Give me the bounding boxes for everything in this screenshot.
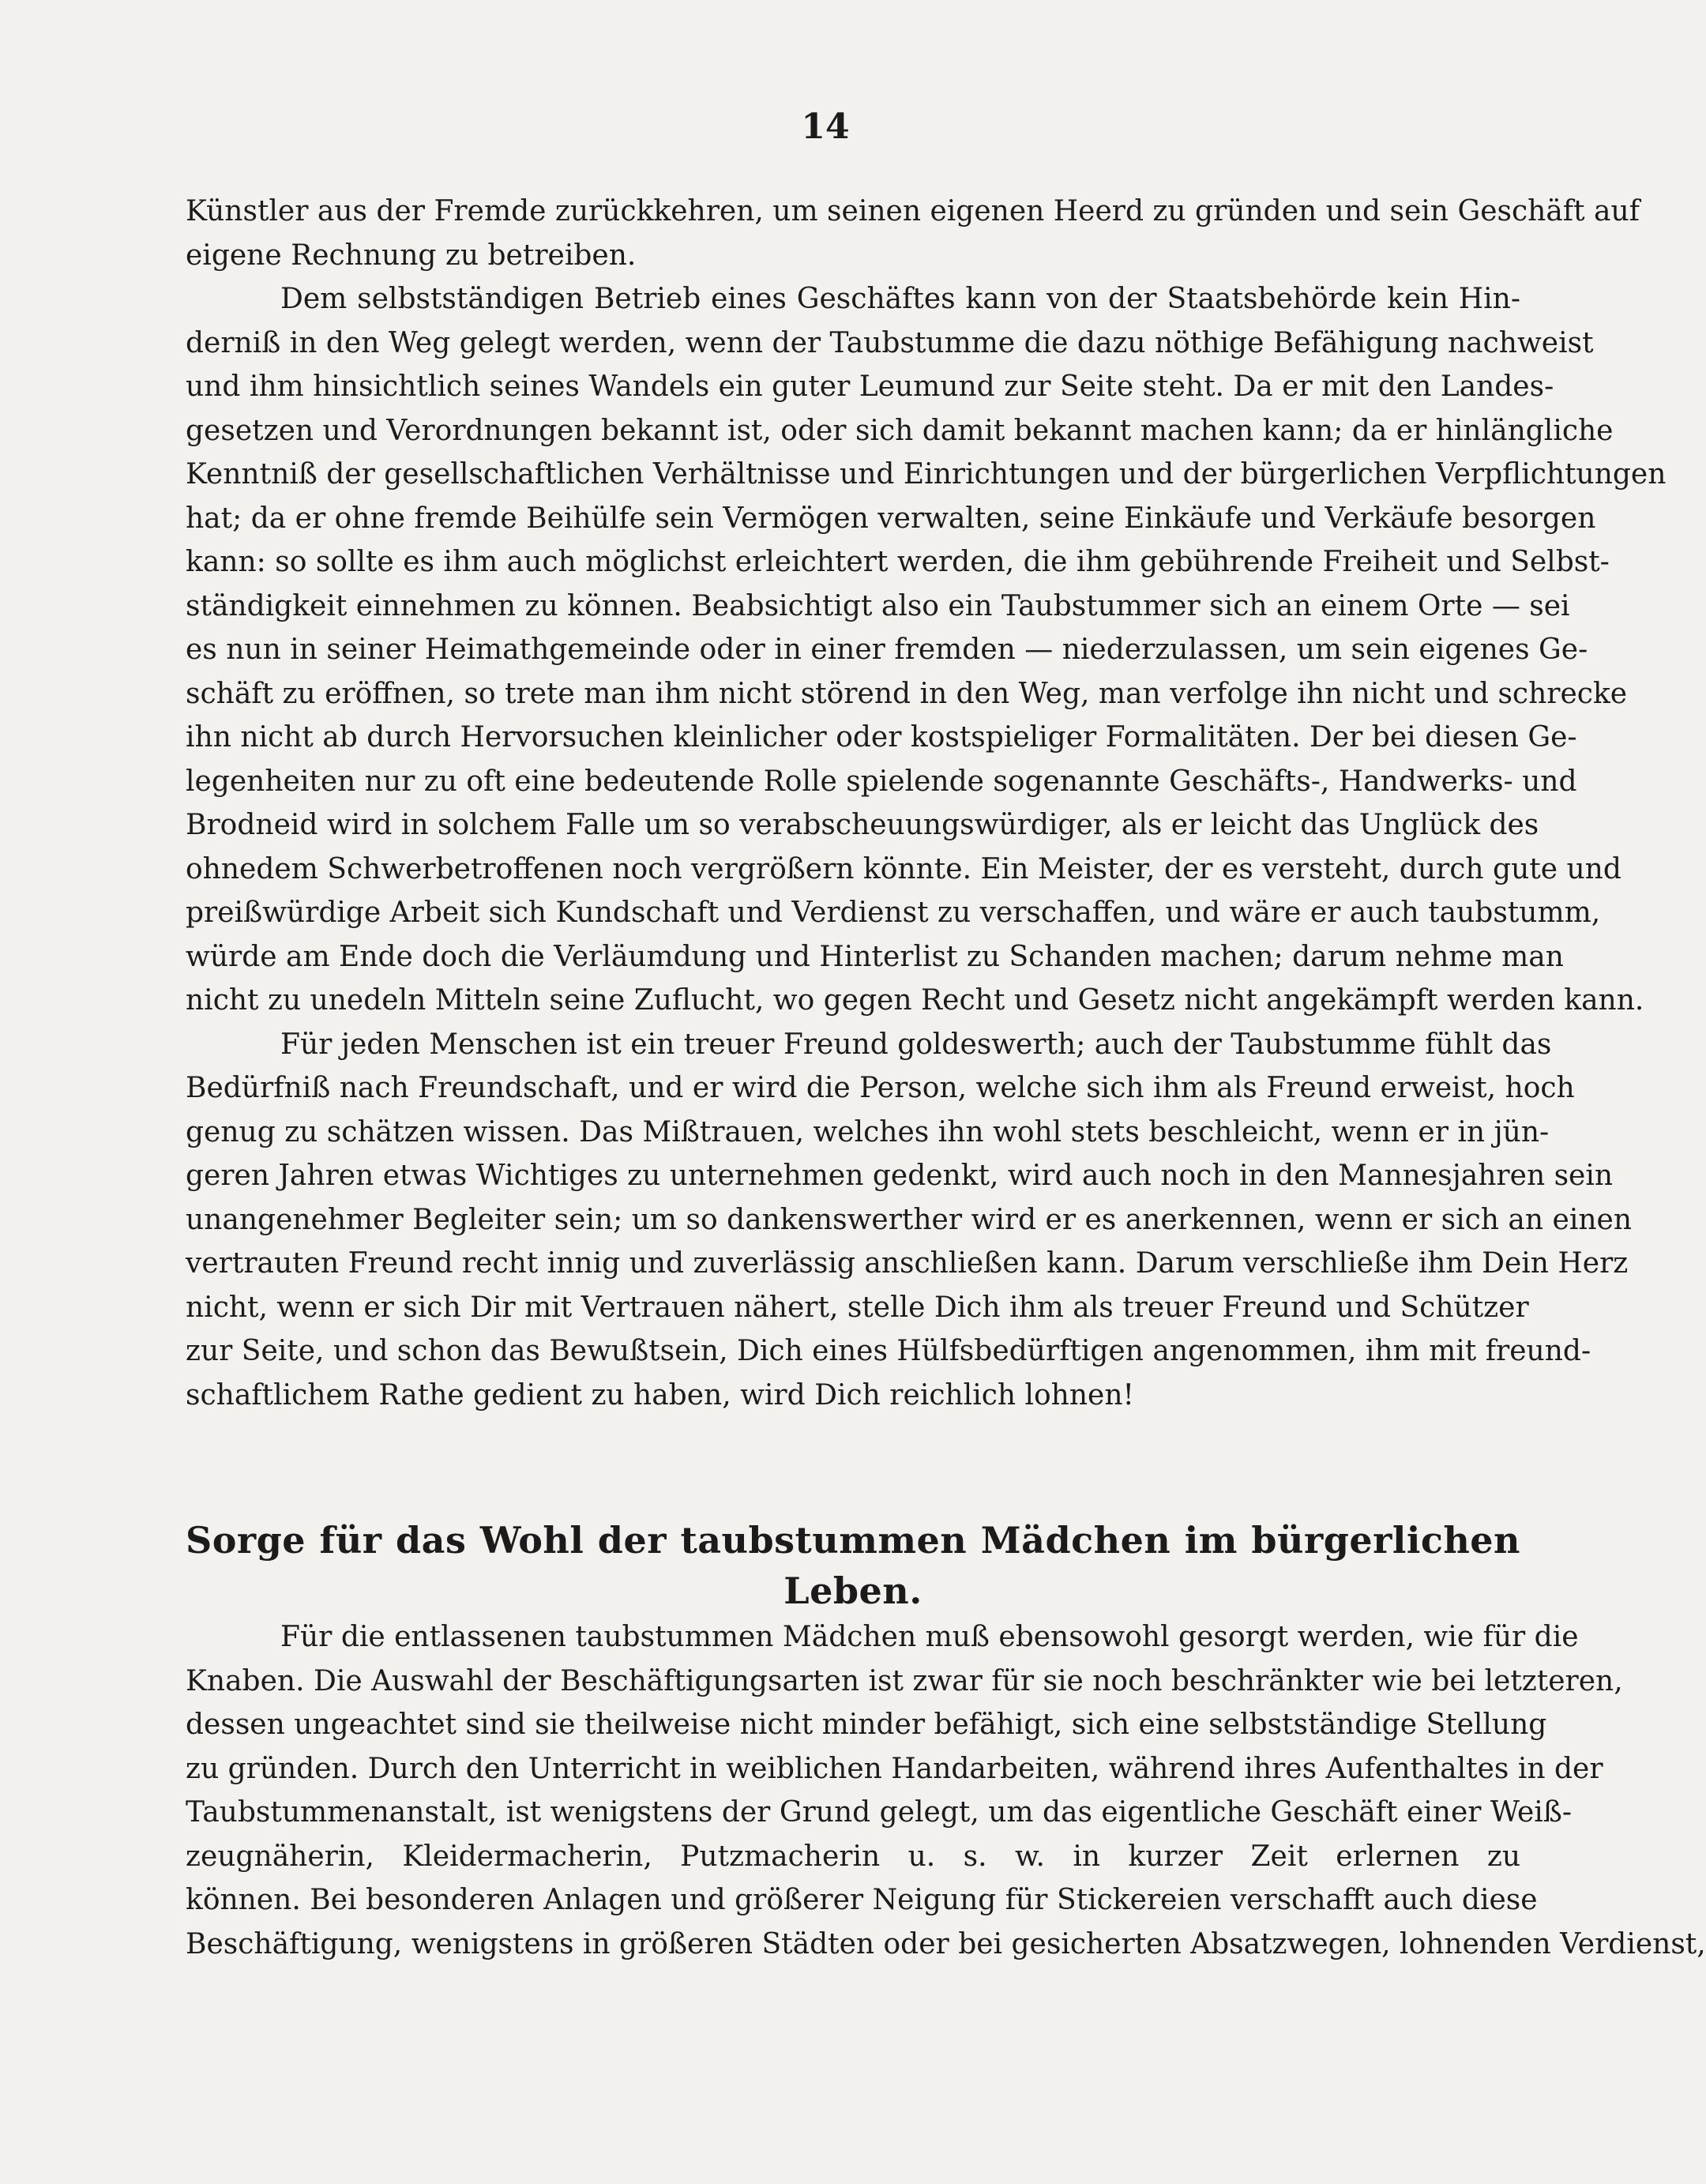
section-heading-line-2: Leben.: [783, 1569, 923, 1612]
text-line: gesetzen und Verordnungen bekannt ist, oder sich damit bekannt machen kann; da er hinlängliche: [186, 414, 1614, 447]
text-line: Bedürfniß nach Freundschaft, und er wird die Person, welche sich ihm als Freund erweist, hoch: [186, 1072, 1575, 1104]
text-line: genug zu schätzen wissen. Das Mißtrauen, welches ihn wohl stets beschleicht, wenn er in jün-: [186, 1115, 1550, 1148]
text-line: Dem selbstständigen Betrieb eines Geschäftes kann von der Staatsbehörde kein Hin-: [280, 283, 1520, 315]
text-line: können. Bei besonderen Anlagen und größerer Neigung für Stickereien verschafft auch diese: [186, 1884, 1538, 1916]
body-text-top: [186, 190, 1667, 1417]
text-line: Brodneid wird in solchem Falle um so verabscheuungswürdiger, als er leicht das Unglück des: [186, 809, 1539, 841]
text-line: eigene Rechnung zu betreiben.: [186, 239, 637, 272]
page-number: 14: [801, 107, 850, 147]
text-line: zeugnäherin, Kleidermacherin, Putzmacherin u. s. w. in kurzer Zeit erlernen zu: [186, 1840, 1520, 1873]
text-line: unangenehmer Begleiter sein; um so dankenswerther wird er es anerkennen, wenn er sich an einen: [186, 1203, 1633, 1236]
text-line: Künstler aus der Fremde zurückkehren, um seinen eigenen Heerd zu gründen und sein Geschäft auf: [186, 195, 1640, 227]
text-line: dessen ungeachtet sind sie theilweise nicht minder befähigt, sich eine selbstständige Stellung: [186, 1708, 1547, 1741]
text-line: hat; da er ohne fremde Beihülfe sein Vermögen verwalten, seine Einkäufe und Verkäufe besorgen: [186, 502, 1596, 535]
text-line: Beschäftigung, wenigstens in größeren Städten oder bei gesicherten Absatzwegen, lohnenden Verdienst,: [186, 1927, 1706, 1960]
text-line: würde am Ende doch die Verläumdung und Hinterlist zu Schanden machen; darum nehme man: [186, 940, 1564, 973]
text-line: schäft zu eröffnen, so trete man ihm nicht störend in den Weg, man verfolge ihn nicht und schrecke: [186, 677, 1628, 710]
text-line: zur Seite, und schon das Bewußtsein, Dich eines Hülfsbedürftigen angenommen, ihm mit freund-: [186, 1335, 1591, 1367]
text-line: schaftlichem Rathe gedient zu haben, wird Dich reichlich lohnen!: [186, 1378, 1135, 1412]
text-line: Für jeden Menschen ist ein treuer Freund goldeswerth; auch der Taubstumme fühlt das: [280, 1028, 1552, 1061]
body-text-bottom: [186, 1615, 1706, 1966]
text-line: legenheiten nur zu oft eine bedeutende Rolle spielende sogenannte Geschäfts-, Handwerks- und: [186, 765, 1577, 798]
text-line: und ihm hinsichtlich seines Wandels ein guter Leumund zur Seite steht. Da er mit den Landes-: [186, 370, 1554, 403]
text-line: derniß in den Weg gelegt werden, wenn der Taubstumme die dazu nöthige Befähigung nachweist: [186, 326, 1594, 359]
text-line: zu gründen. Durch den Unterricht in weiblichen Handarbeiten, während ihres Aufenthaltes in der: [186, 1752, 1603, 1785]
section-heading-line-1: Sorge für das Wohl der taubstummen Mädchen im bürgerlichen: [186, 1519, 1520, 1562]
text-line: Knaben. Die Auswahl der Beschäftigungsarten ist zwar für sie noch beschränkter wie bei letzteren,: [186, 1664, 1623, 1697]
text-line: nicht, wenn er sich Dir mit Vertrauen nähert, stelle Dich ihm als treuer Freund und Schützer: [186, 1291, 1529, 1324]
text-line: ihn nicht ab durch Hervorsuchen kleinlicher oder kostspieliger Formalitäten. Der bei diesen Ge-: [186, 721, 1577, 754]
text-line: ohnedem Schwerbetroffenen noch vergrößern könnte. Ein Meister, der es versteht, durch gute und: [186, 852, 1621, 885]
text-line: geren Jahren etwas Wichtiges zu unternehmen gedenkt, wird auch noch in den Mannesjahren sein: [186, 1160, 1614, 1192]
text-line: preißwürdige Arbeit sich Kundschaft und Verdienst zu verschaffen, und wäre er auch taubstumm,: [186, 897, 1601, 929]
text-line: Taubstummenanstalt, ist wenigstens der Grund gelegt, um das eigentliche Geschäft einer Weiß-: [186, 1796, 1572, 1829]
section-heading: [186, 1515, 1520, 1616]
text-line: nicht zu unedeln Mitteln seine Zuflucht, wo gegen Recht und Gesetz nicht angekämpft werden kann.: [186, 984, 1644, 1017]
text-line: kann: so sollte es ihm auch möglichst erleichtert werden, die ihm gebührende Freiheit und Selbst-: [186, 546, 1610, 578]
text-line: ständigkeit einnehmen zu können. Beabsichtigt also ein Taubstummer sich an einem Orte — sei: [186, 589, 1570, 622]
text-line: Kenntniß der gesellschaftlichen Verhältnisse und Einrichtungen und der bürgerlichen Verpflichtungen: [186, 458, 1667, 491]
text-line: es nun in seiner Heimathgemeinde oder in einer fremden — niederzulassen, um sein eigenes Ge-: [186, 633, 1588, 666]
text-line: vertrauten Freund recht innig und zuverlässig anschließen kann. Darum verschließe ihm Dein Herz: [186, 1247, 1629, 1280]
text-line: Für die entlassenen taubstummen Mädchen muß ebensowohl gesorgt werden, wie für die: [280, 1621, 1579, 1653]
